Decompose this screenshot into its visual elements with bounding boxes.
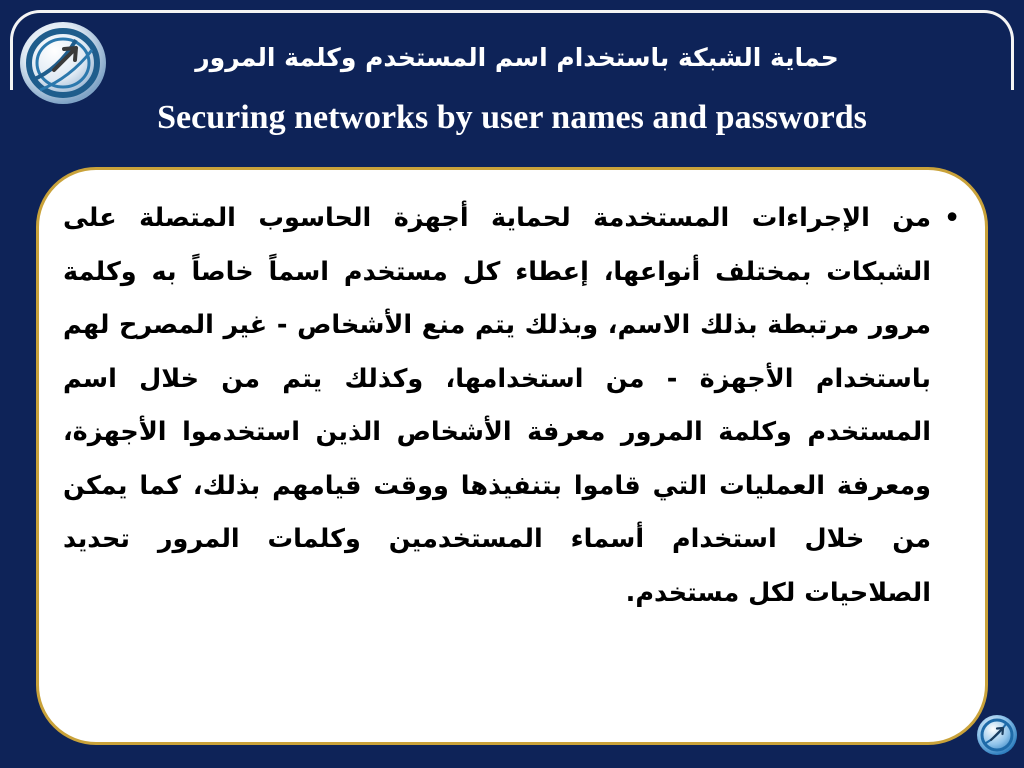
globe-arrow-logo-icon [18, 20, 108, 106]
content-box [36, 167, 988, 745]
bullet-icon: • [943, 201, 961, 236]
globe-nav-icon[interactable] [976, 714, 1018, 756]
slide-title-arabic: حماية الشبكة باستخدام اسم المستخدم وكلمة المرور [195, 43, 839, 72]
slide-title-english: Securing networks by user names and passwords [157, 99, 867, 136]
bullet-item [63, 192, 961, 620]
bullet-text: من الإجراءات المستخدمة لحماية أجهزة الحاسوب المتصلة على الشبكات بمختلف أنواعها، إعطاء كل مستخدم اسماً خاصاً به وكلمة مرور مرتبطة بذلك الاسم، وبذلك يتم منع الأشخاص - غير المصرح لهم باستخدام الأجهزة - من استخدامها، وكذلك يتم من خلال اسم المستخدم وكلمة المرور معرفة الأشخاص الذين استخدموا الأجهزة، ومعرفة العمليات التي قاموا بتنفيذها ووقت قيامهم بذلك، كما يمكن من خلال استخدام أسماء المستخدمين وكلمات المرور تحديد الصلاحيات لكل مستخدم. [63, 203, 931, 608]
